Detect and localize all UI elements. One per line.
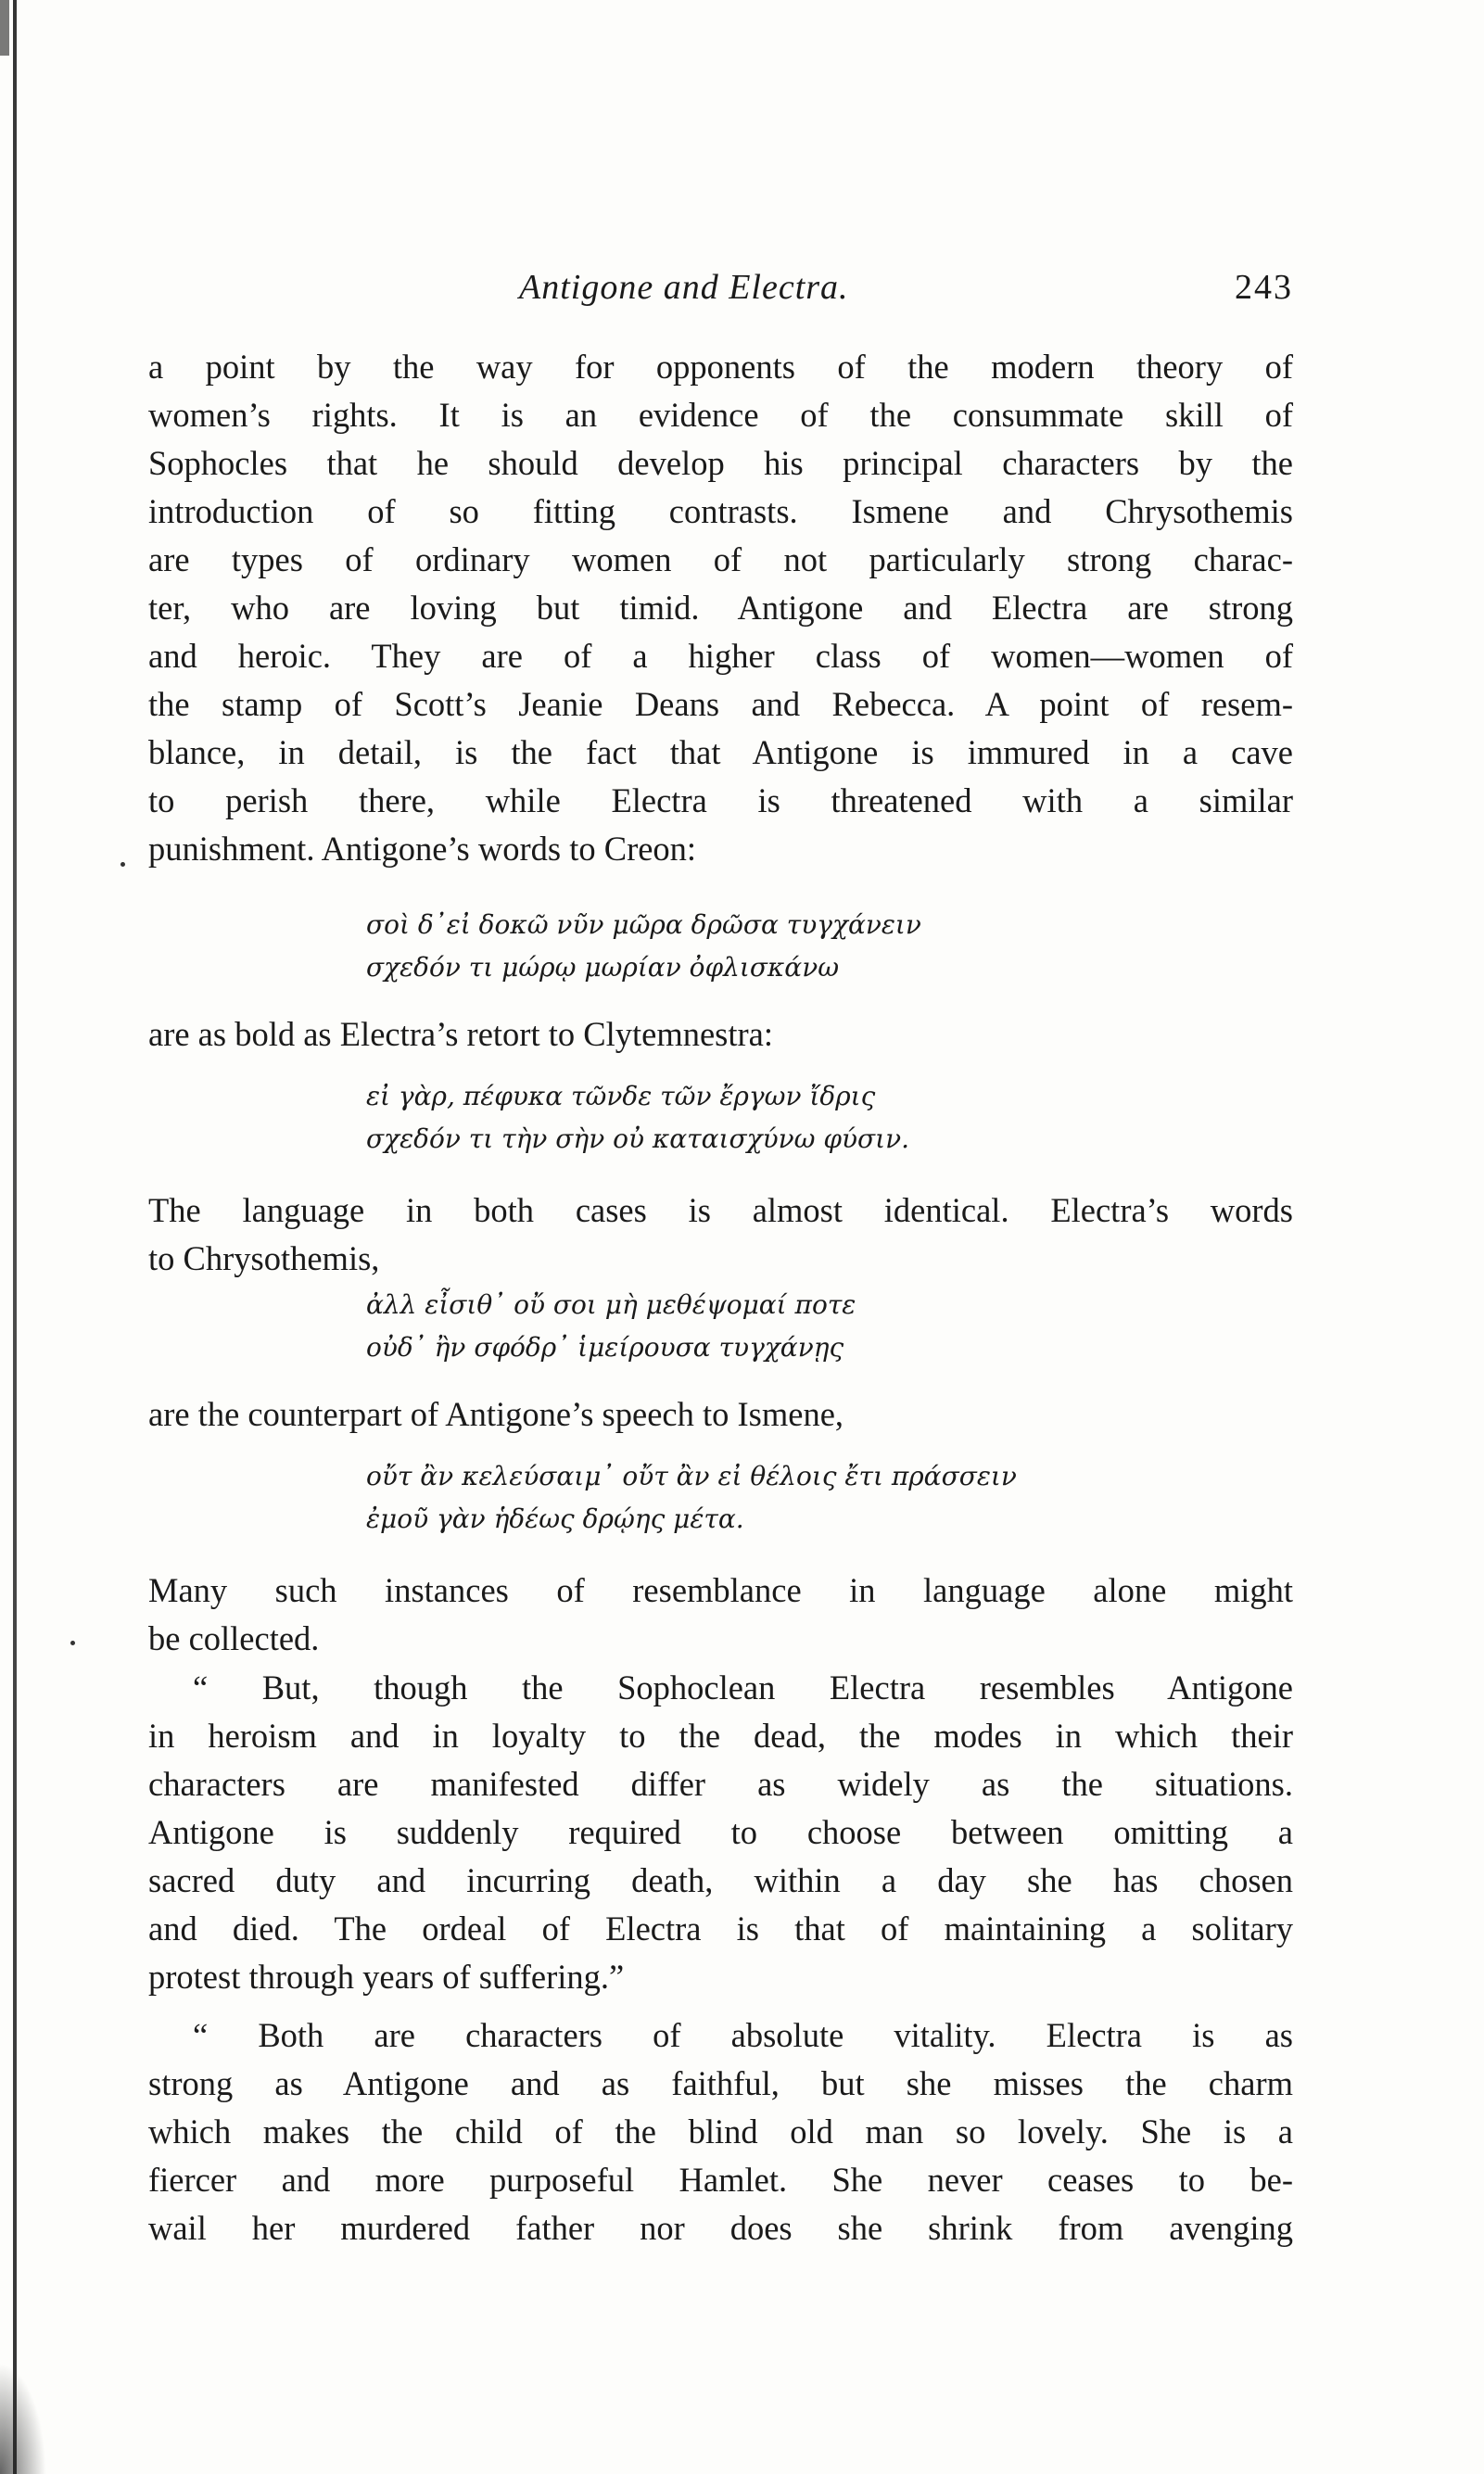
text-line: sacred duty and incurring death, within a day she has chosen bbox=[148, 1861, 1293, 1899]
text-line: are as bold as Electra’s retort to Clytemnestra: bbox=[148, 1015, 774, 1053]
text-line: are types of ordinary women of not particularly strong charac- bbox=[148, 540, 1293, 578]
page-number: 243 bbox=[1235, 268, 1293, 307]
running-title: Antigone and Electra. bbox=[519, 268, 849, 307]
greek-line: σχεδόν τι μώρῳ μωρίαν ὀφλισκάνω bbox=[366, 952, 840, 983]
text-line: punishment. Antigone’s words to Creon: bbox=[148, 830, 697, 868]
running-head bbox=[148, 267, 1293, 313]
text-line: a point by the way for opponents of the modern theory of bbox=[148, 348, 1293, 386]
greek-quote-4 bbox=[366, 1455, 1017, 1541]
paragraph-5 bbox=[148, 1567, 1293, 1663]
greek-quote-1 bbox=[366, 904, 921, 989]
greek-quote-3 bbox=[366, 1284, 856, 1369]
text-line: and heroic. They are of a higher class of women—women of bbox=[148, 637, 1293, 675]
text-line: The language in both cases is almost identical. Electra’s words bbox=[148, 1191, 1293, 1229]
text-line: be collected. bbox=[148, 1619, 320, 1657]
text-line: Antigone is suddenly required to choose between omitting a bbox=[148, 1813, 1293, 1851]
margin-speck bbox=[70, 1641, 75, 1645]
text-line: the stamp of Scott’s Jeanie Deans and Rebecca. A point of resem- bbox=[148, 685, 1293, 723]
greek-line: οὐδ᾽ ἢν σφόδρ᾽ ἱμείρουσα τυγχάνῃς bbox=[366, 1332, 844, 1363]
text-line: Sophocles that he should develop his principal characters by the bbox=[148, 444, 1293, 482]
text-line: are the counterpart of Antigone’s speech to Ismene, bbox=[148, 1395, 844, 1433]
text-line: “ But, though the Sophoclean Electra resembles Antigone bbox=[193, 1668, 1293, 1706]
greek-line: ἐμοῦ γὰν ἡδέως δρῴης μέτα. bbox=[366, 1503, 744, 1534]
text-line: introduction of so fitting contrasts. Ismene and Chrysothemis bbox=[148, 492, 1293, 530]
text-line: fiercer and more purposeful Hamlet. She never ceases to be- bbox=[148, 2161, 1293, 2199]
margin-speck bbox=[120, 862, 125, 867]
text-line: Many such instances of resemblance in language alone might bbox=[148, 1571, 1293, 1609]
text-line: blance, in detail, is the fact that Antigone is immured in a cave bbox=[148, 733, 1293, 771]
greek-quote-2 bbox=[366, 1075, 909, 1161]
greek-line: ἀλλ εἶσιθ᾽ οὔ σοι μὴ μεθέψομαί ποτε bbox=[366, 1289, 856, 1320]
text-line: and died. The ordeal of Electra is that of maintaining a solitary bbox=[148, 1909, 1293, 1947]
greek-line: σοὶ δ᾽εἰ δοκῶ νῦν μῶρα δρῶσα τυγχάνειν bbox=[366, 909, 921, 940]
text-line: characters are manifested differ as widely as the situations. bbox=[148, 1765, 1293, 1803]
paragraph-7 bbox=[148, 2011, 1293, 2252]
greek-line: εἰ γὰρ, πέφυκα τῶνδε τῶν ἔργων ἴδρις bbox=[366, 1081, 876, 1111]
text-line: which makes the child of the blind old man so lovely. She is a bbox=[148, 2112, 1293, 2150]
text-line: strong as Antigone and as faithful, but she misses the charm bbox=[148, 2064, 1293, 2102]
binding-shadow-top bbox=[0, 0, 9, 56]
text-line: in heroism and in loyalty to the dead, the modes in which their bbox=[148, 1717, 1293, 1755]
text-line: ter, who are loving but timid. Antigone and Electra are strong bbox=[148, 589, 1293, 627]
text-line: “ Both are characters of absolute vitality. Electra is as bbox=[193, 2016, 1293, 2054]
paragraph-4 bbox=[148, 1390, 1293, 1439]
text-line: to Chrysothemis, bbox=[148, 1239, 380, 1277]
binding-shadow-bottom bbox=[0, 2363, 46, 2474]
text-line: women’s rights. It is an evidence of the consummate skill of bbox=[148, 396, 1293, 434]
text-line: protest through years of suffering.” bbox=[148, 1958, 625, 1996]
paragraph-6 bbox=[148, 1664, 1293, 2001]
text-line: wail her murdered father nor does she shrink from avenging bbox=[148, 2209, 1293, 2247]
paragraph-3 bbox=[148, 1186, 1293, 1283]
binding-edge bbox=[13, 0, 17, 2474]
text-line: to perish there, while Electra is threatened with a similar bbox=[148, 781, 1293, 819]
paragraph-2 bbox=[148, 1010, 1293, 1059]
greek-line: σχεδόν τι τὴν σὴν οὐ καταισχύνω φύσιν. bbox=[366, 1123, 910, 1154]
paragraph-1 bbox=[148, 343, 1293, 873]
greek-line: οὔτ ἂν κελεύσαιμ᾽ οὔτ ἂν εἰ θέλοις ἔτι πράσσειν bbox=[366, 1461, 1017, 1491]
